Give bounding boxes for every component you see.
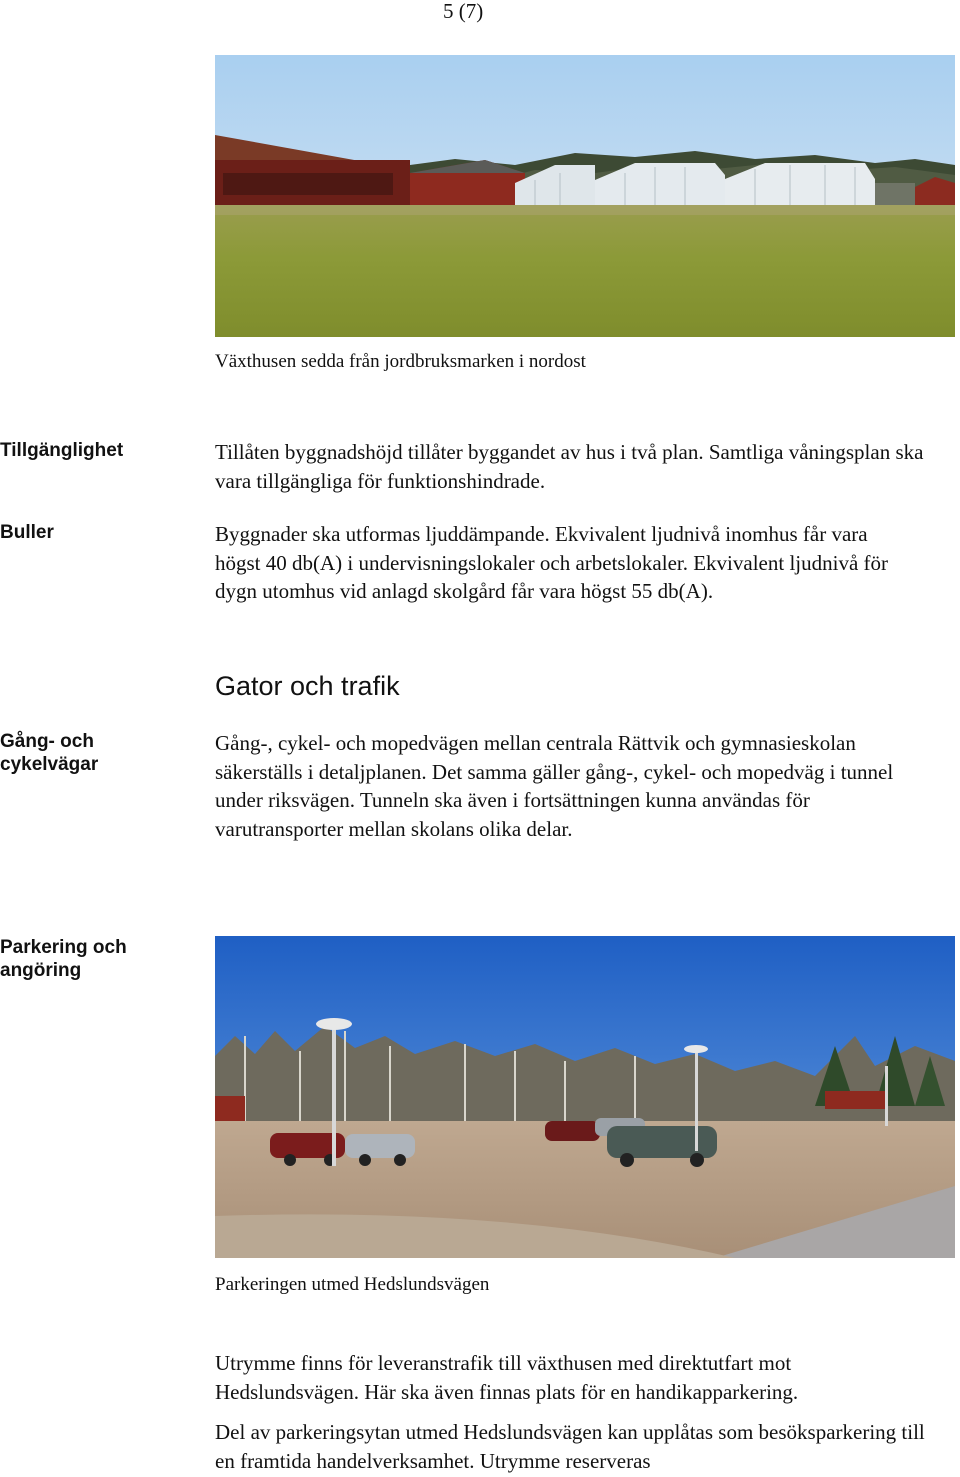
label-line: angöring — [0, 960, 82, 981]
section-label-buller: Buller — [0, 522, 54, 543]
gang-text: Gång-, cykel- och mopedvägen mellan centrala Rättvik och gymnasieskolan säkerställs i detaljplanen. Det samma gäller gång-, cykel- och mopedväg i tunnel under riksvägen. Tunneln ska även i fortsättningen kunna användas för varutransporter mellan skolans olika delar. — [215, 731, 894, 841]
label-line: cykelvägar — [0, 754, 99, 775]
parkering-text-1: Utrymme finns för leveranstrafik till växthusen med direktutfart mot Hedslundsvägen. Här ska även finnas plats för en handikapparkering. — [215, 1351, 799, 1404]
buller-text: Byggnader ska utformas ljuddämpande. Ekvivalent ljudnivå inomhus får vara högst 40 db(A) i undervisningslokaler och arbetslokaler. Ekvivalent ljudnivå för dygn utomhus vid anlagd skolgård får vara högst 55 db(A). — [215, 522, 889, 603]
greenhouse-photo-caption: Växthusen sedda från jordbruksmarken i nordost — [215, 351, 586, 372]
parking-photo-caption: Parkeringen utmed Hedslundsvägen — [215, 1274, 490, 1295]
label-line: Parkering och — [0, 937, 127, 958]
greenhouse-photo — [215, 55, 955, 337]
section-label-parkering — [0, 936, 127, 982]
section-label-tillganglighet: Tillgänglighet — [0, 440, 124, 461]
parking-photo — [215, 936, 955, 1258]
label-line: Gång- och — [0, 731, 94, 752]
tillganglighet-text: Tillåten byggnadshöjd tillåter byggandet av hus i två plan. Samtliga våningsplan ska vara tillgängliga för funktionshindrade. — [215, 440, 924, 493]
section-label-gang-och-cykelvagar — [0, 730, 98, 776]
page-number: 5 (7) — [443, 0, 484, 23]
heading-gator-och-trafik: Gator och trafik — [215, 671, 400, 701]
parkering-text-2: Del av parkeringsytan utmed Hedslundsvägen kan upplåtas som besöksparkering till en framtida handelverksamhet. Utrymme reserveras — [215, 1420, 925, 1473]
